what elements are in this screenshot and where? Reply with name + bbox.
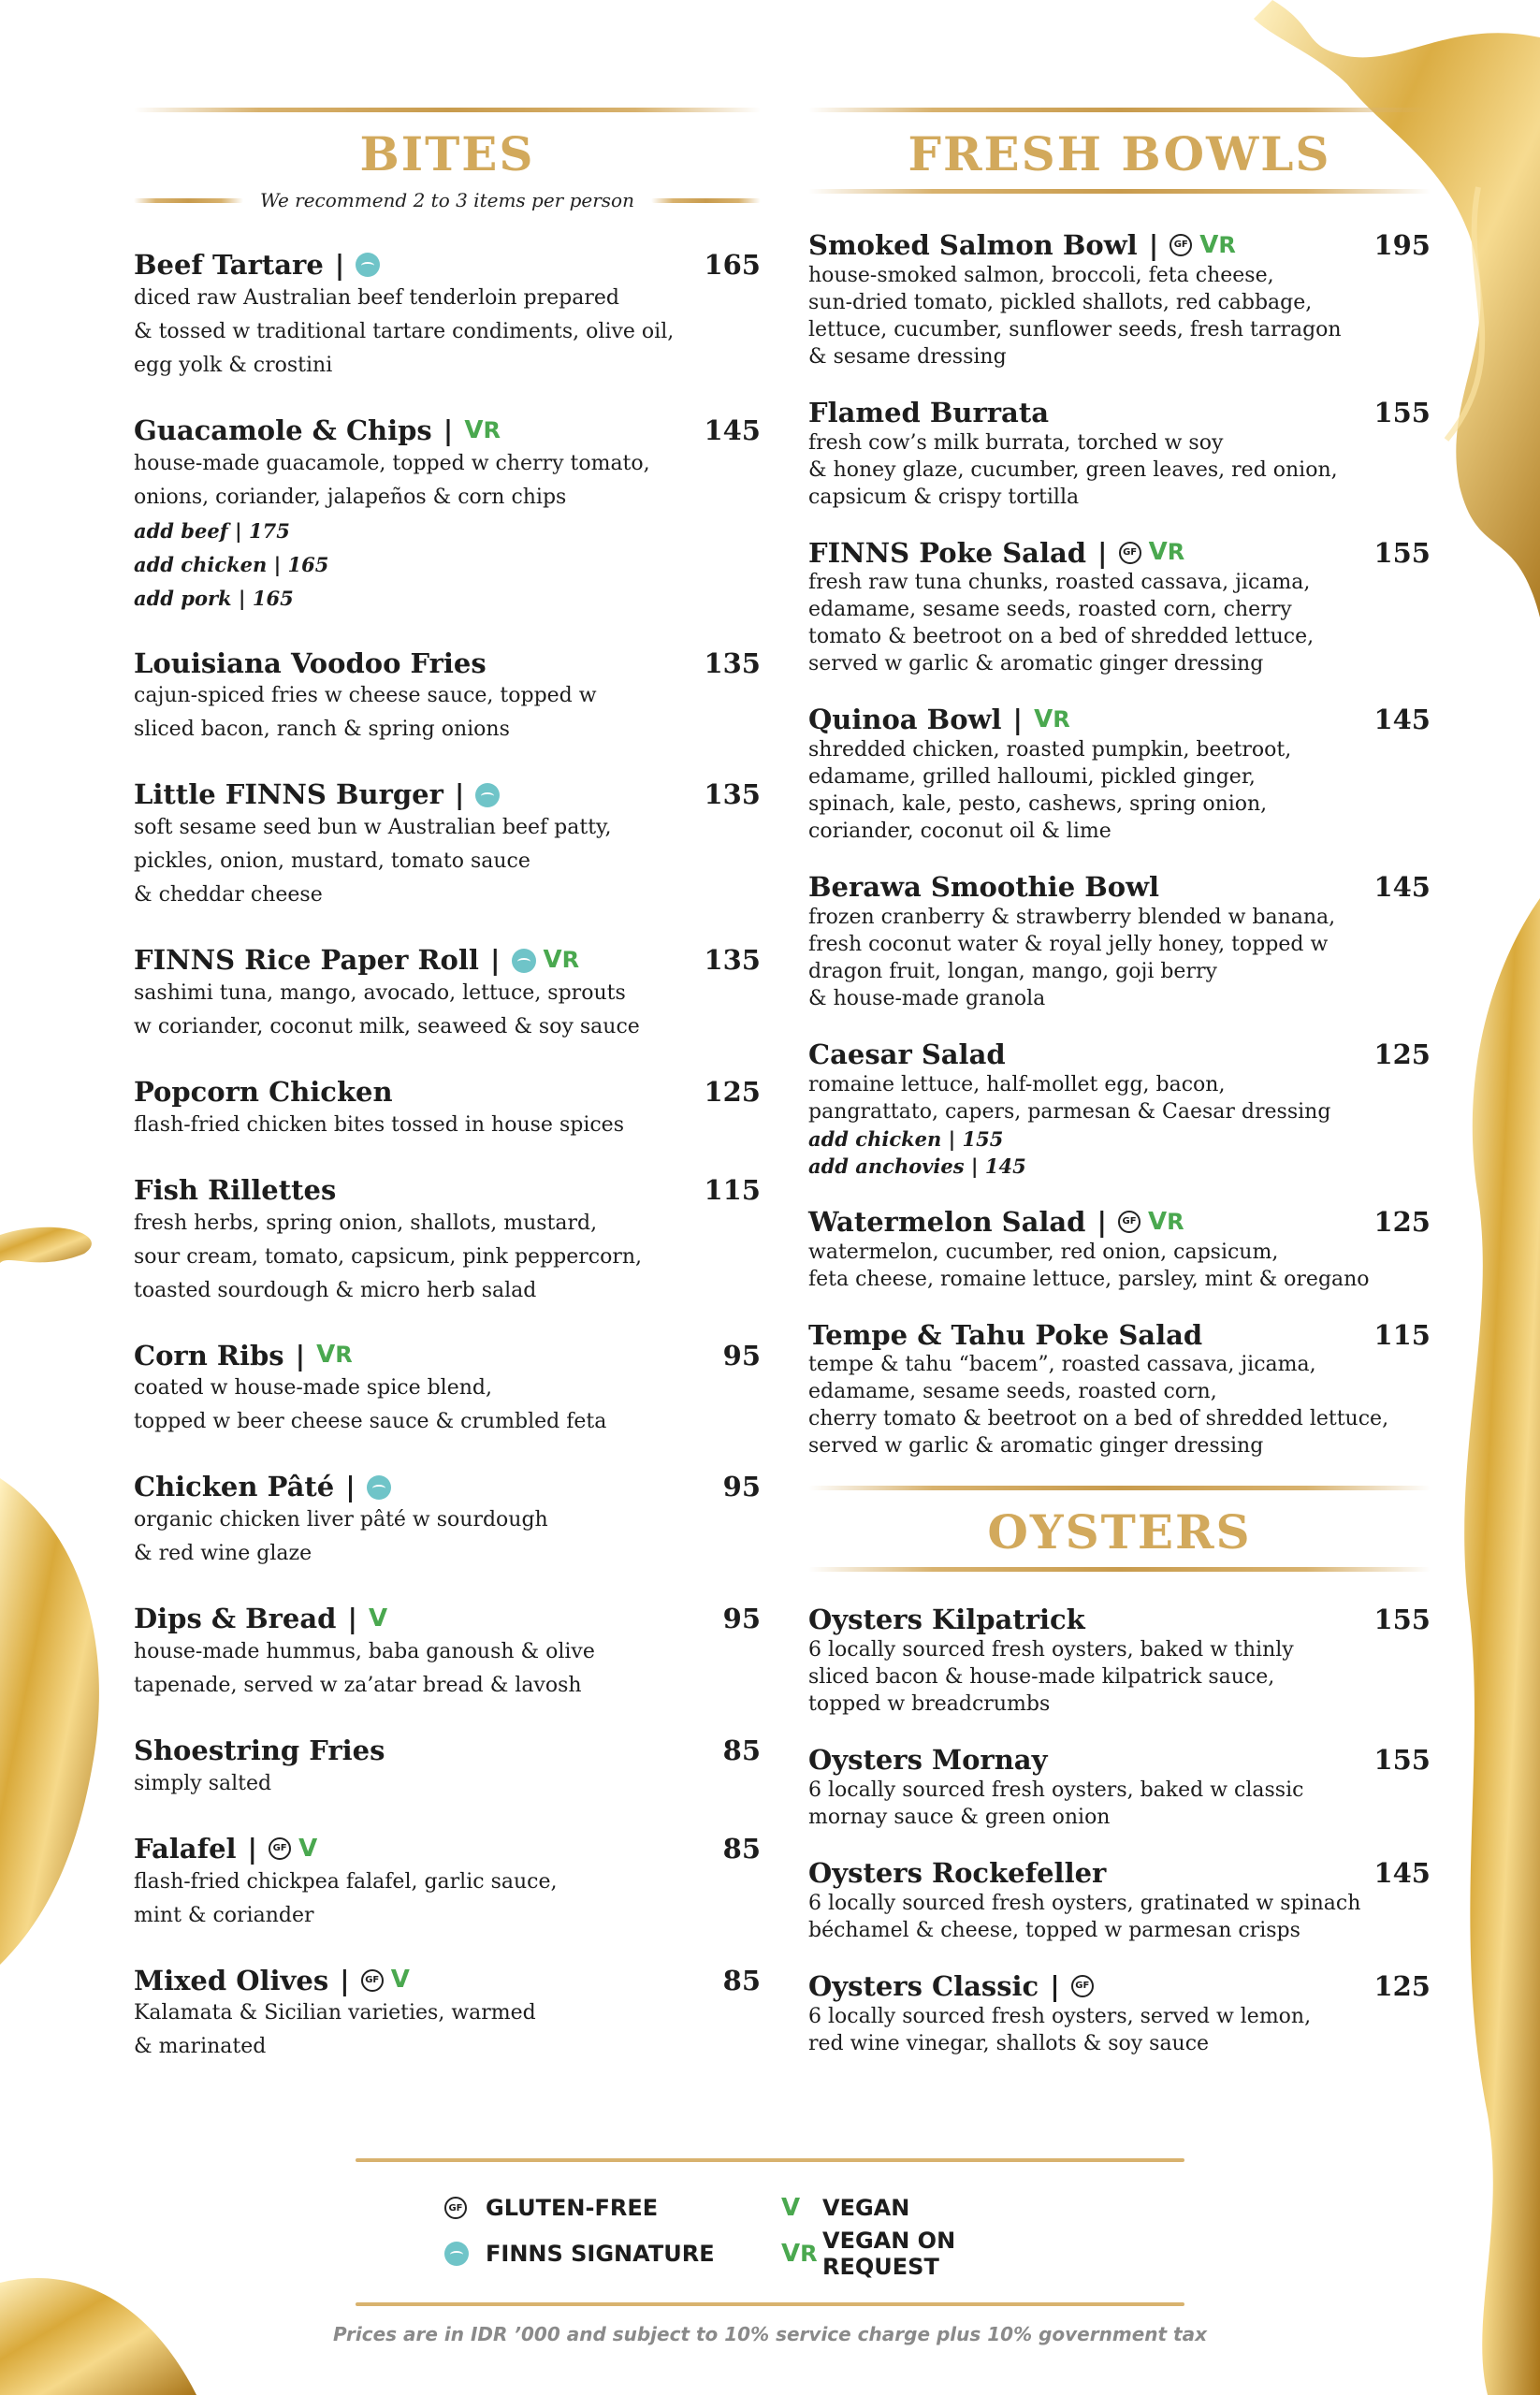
menu-item xyxy=(134,647,761,748)
menu-item-description: 6 locally sourced fresh oysters, baked w classic mornay sauce & green onion xyxy=(808,1778,1304,1829)
menu-item xyxy=(808,1604,1431,1718)
gold-brush-bottom-left xyxy=(0,2245,215,2395)
menu-item-name: Oysters Rockefeller xyxy=(808,1856,1107,1889)
menu-item xyxy=(808,397,1431,511)
menu-item-price: 95 xyxy=(722,1471,761,1503)
bites-list xyxy=(134,249,761,2064)
menu-item-price: 95 xyxy=(722,1603,761,1635)
vegan-icon: V xyxy=(390,1966,410,1995)
menu-item-price: 155 xyxy=(1373,396,1431,428)
menu-item-name: FINNS Rice Paper Roll | VR xyxy=(134,944,580,977)
menu-item-name: Caesar Salad xyxy=(808,1038,1006,1070)
menu-item-name: Corn Ribs | VR xyxy=(134,1339,353,1372)
divider xyxy=(808,189,1431,194)
vegan-on-request-icon: VR xyxy=(543,945,580,974)
menu-item-addon: add chicken | 165 xyxy=(134,552,329,576)
menu-item-name: Quinoa Bowl | VR xyxy=(808,704,1070,736)
menu-item-price: 145 xyxy=(1373,1856,1431,1889)
menu-item xyxy=(134,944,761,1044)
menu-item-price: 145 xyxy=(1373,871,1431,904)
menu-item-description: Kalamata & Sicilian varieties, warmed & marinated xyxy=(134,2001,536,2059)
menu-item xyxy=(808,1206,1431,1293)
menu-item xyxy=(808,1857,1431,1944)
section-title: OYSTERS xyxy=(987,1504,1252,1560)
menu-item-price: 135 xyxy=(704,944,761,977)
menu-item-price: 125 xyxy=(1373,1205,1431,1238)
vegan-icon: V xyxy=(298,1834,318,1863)
section-subtitle: We recommend 2 to 3 items per person xyxy=(260,189,634,211)
menu-item-description: soft sesame seed bun w Australian beef patty, pickles, onion, mustard, tomato sauce & cheddar cheese xyxy=(134,816,612,907)
gluten-free-icon: GF xyxy=(444,2197,467,2219)
finns-signature-icon xyxy=(367,1475,391,1500)
menu-item xyxy=(134,1833,761,1933)
menu-item-name: Guacamole & Chips | VR xyxy=(134,414,501,446)
oysters-list xyxy=(808,1604,1431,2056)
menu-item-price: 125 xyxy=(1373,1969,1431,2002)
divider xyxy=(808,1567,1431,1572)
menu-item-price: 155 xyxy=(1373,1604,1431,1636)
menu-item xyxy=(134,1603,761,1703)
menu-item-description: diced raw Australian beef tenderloin prepared & tossed w traditional tartare condiments, olive oil, egg yolk & crostini xyxy=(134,285,675,377)
vegan-icon: V xyxy=(369,1604,388,1633)
menu-item xyxy=(808,1970,1431,2057)
section-title: BITES xyxy=(359,126,535,181)
menu-item-description: flash-fried chicken bites tossed in house spices xyxy=(134,1112,624,1137)
gluten-free-icon: GF xyxy=(269,1837,291,1860)
divider xyxy=(356,2302,1184,2306)
menu-item-description: house-smoked salmon, broccoli, feta cheese, sun-dried tomato, pickled shallots, red cabbage, lettuce, cucumber, sunflower seeds, fresh tarragon & sesame dressing xyxy=(808,263,1342,369)
menu-item-description: 6 locally sourced fresh oysters, baked w thinly sliced bacon & house-made kilpatrick sauce, topped w breadcrumbs xyxy=(808,1638,1294,1717)
menu-item-price: 115 xyxy=(704,1173,761,1206)
bowls-section xyxy=(808,108,1431,2083)
menu-item-name: Flamed Burrata xyxy=(808,396,1050,428)
menu-item-name: Smoked Salmon Bowl | GF VR xyxy=(808,229,1236,261)
price-footnote: Prices are in IDR ’000 and subject to 10% service charge plus 10% government tax xyxy=(333,2323,1207,2345)
gluten-free-icon: GF xyxy=(1071,1975,1094,1997)
menu-item-description: 6 locally sourced fresh oysters, served w lemon, red wine vinegar, shallots & soy sauce xyxy=(808,2004,1312,2055)
menu-item xyxy=(134,1965,761,2065)
menu-item xyxy=(134,1076,761,1142)
gold-brush-left xyxy=(0,1198,122,1993)
menu-item-price: 85 xyxy=(722,1734,761,1766)
menu-item-description: coated w house-made spice blend, topped w beer cheese sauce & crumbled feta xyxy=(134,1376,607,1434)
finns-signature-icon xyxy=(444,2242,469,2266)
menu-item-price: 195 xyxy=(1373,229,1431,261)
menu-item-name: Chicken Pâté | xyxy=(134,1471,399,1503)
bites-header xyxy=(134,108,761,211)
vegan-on-request-icon: VR xyxy=(1199,230,1236,259)
menu-item-name: Oysters Kilpatrick xyxy=(808,1604,1085,1636)
menu-item-description: cajun-spiced fries w cheese sauce, topped w sliced bacon, ranch & spring onions xyxy=(134,684,597,742)
menu-item-price: 85 xyxy=(722,1832,761,1865)
menu-item-addon: add chicken | 155 xyxy=(808,1126,1004,1151)
menu-item-price: 145 xyxy=(704,414,761,446)
menu-item-price: 85 xyxy=(722,1964,761,1996)
vegan-on-request-icon: VR xyxy=(464,415,501,444)
menu-item-price: 125 xyxy=(1373,1038,1431,1070)
menu-item-description: fresh herbs, spring onion, shallots, mustard, sour cream, tomato, capsicum, pink peppercorn, toasted sourdough & micro herb salad xyxy=(134,1211,643,1302)
menu-item-price: 165 xyxy=(704,249,761,281)
menu-item-description: shredded chicken, roasted pumpkin, beetroot, edamame, grilled halloumi, pickled ginger, spinach, kale, pesto, cashews, spring onion, coriander, coconut oil & lime xyxy=(808,738,1292,844)
menu-item xyxy=(808,1038,1431,1180)
menu-item-description: sashimi tuna, mango, avocado, lettuce, sprouts w coriander, coconut milk, seaweed & soy sauce xyxy=(134,980,640,1038)
menu-item-name: Shoestring Fries xyxy=(134,1734,385,1766)
menu-item-name: Louisiana Voodoo Fries xyxy=(134,646,487,679)
gold-brush-right xyxy=(1431,898,1540,2395)
finns-signature-icon xyxy=(512,949,536,973)
menu-item xyxy=(134,249,761,383)
menu-item-name: Oysters Mornay xyxy=(808,1744,1048,1777)
menu-item xyxy=(808,704,1431,845)
legend-signature: FINNS SIGNATURE xyxy=(444,2228,781,2280)
vegan-on-request-icon: VR xyxy=(1034,705,1070,734)
divider xyxy=(651,198,761,203)
menu-item-addon: add anchovies | 145 xyxy=(808,1154,1026,1178)
menu-item-description: flash-fried chickpea falafel, garlic sauce, mint & coriander xyxy=(134,1869,558,1927)
menu-item-price: 135 xyxy=(704,646,761,679)
vegan-icon: V xyxy=(781,2194,801,2222)
divider xyxy=(134,198,243,203)
menu-item-name: Beef Tartare | xyxy=(134,249,387,282)
menu-item xyxy=(808,537,1431,678)
finns-signature-icon xyxy=(356,253,380,277)
divider xyxy=(808,108,1431,112)
gluten-free-icon: GF xyxy=(1119,542,1141,564)
vegan-on-request-icon: VR xyxy=(1148,1207,1184,1236)
menu-item-name: Watermelon Salad | GF VR xyxy=(808,1205,1184,1238)
legend-gluten-free: GF GLUTEN-FREE xyxy=(444,2194,781,2222)
menu-item-price: 115 xyxy=(1373,1318,1431,1351)
menu-item-description: watermelon, cucumber, red onion, capsicum, feta cheese, romaine lettuce, parsley, mint & oregano xyxy=(808,1240,1370,1291)
menu-item-price: 155 xyxy=(1373,536,1431,569)
menu-item xyxy=(134,1735,761,1801)
divider xyxy=(134,108,761,112)
menu-item-description: simply salted xyxy=(134,1771,272,1795)
vegan-on-request-icon: VR xyxy=(316,1341,353,1370)
bowls-list xyxy=(808,229,1431,1459)
menu-item xyxy=(808,871,1431,1012)
gluten-free-icon: GF xyxy=(361,1969,384,1992)
menu-item-name: Oysters Classic | GF xyxy=(808,1970,1101,2003)
vegan-on-request-icon: VR xyxy=(1148,538,1185,567)
menu-item-description: 6 locally sourced fresh oysters, gratinated w spinach béchamel & cheese, topped w parmesan crisps xyxy=(808,1891,1361,1942)
menu-item-description: organic chicken liver pâté w sourdough & red wine glaze xyxy=(134,1508,548,1566)
menu-item xyxy=(808,1744,1431,1831)
gluten-free-icon: GF xyxy=(1118,1211,1140,1233)
menu-item xyxy=(808,1319,1431,1460)
divider xyxy=(808,1486,1431,1490)
menu-item-description: frozen cranberry & strawberry blended w banana, fresh coconut water & royal jelly honey, topped w dragon fruit, longan, mango, goji berry & house-made granola xyxy=(808,905,1336,1010)
menu-item-name: Tempe & Tahu Poke Salad xyxy=(808,1318,1203,1351)
finns-signature-icon xyxy=(475,783,500,807)
menu-item-price: 155 xyxy=(1373,1744,1431,1777)
gluten-free-icon: GF xyxy=(1170,234,1192,256)
menu-item-description: house-made guacamole, topped w cherry tomato, onions, coriander, jalapeños & corn chips xyxy=(134,451,650,509)
menu-item-description: romaine lettuce, half-mollet egg, bacon, pangrattato, capers, parmesan & Caesar dressing xyxy=(808,1072,1331,1124)
oysters-header xyxy=(808,1486,1431,1572)
legend-vegan-on-request: VR VEGAN ON REQUEST xyxy=(781,2228,956,2280)
legend xyxy=(356,2158,1184,2306)
menu-item xyxy=(134,1174,761,1308)
menu-item-name: Falafel | GF V xyxy=(134,1832,318,1865)
menu-item-description: tempe & tahu “bacem”, roasted cassava, jicama, edamame, sesame seeds, roasted corn, cherry tomato & beetroot on a bed of shredded lettuce, served w garlic & aromatic ginger dressing xyxy=(808,1353,1389,1459)
menu-item-name: Berawa Smoothie Bowl xyxy=(808,871,1160,904)
menu-item xyxy=(808,229,1431,370)
menu-item-name: Fish Rillettes xyxy=(134,1173,337,1206)
menu-item-name: Little FINNS Burger | xyxy=(134,778,507,811)
menu-item-addon: add beef | 175 xyxy=(134,518,290,543)
menu-item xyxy=(134,1471,761,1571)
menu-item xyxy=(134,1340,761,1440)
menu-item-addon: add pork | 165 xyxy=(134,586,294,610)
bowls-header xyxy=(808,108,1431,194)
menu-item-name: Dips & Bread | V xyxy=(134,1603,388,1635)
menu-item-description: fresh raw tuna chunks, roasted cassava, jicama, edamame, sesame seeds, roasted corn, cherry tomato & beetroot on a bed of shredded lettuce, served w garlic & aromatic ginger dressing xyxy=(808,571,1315,676)
menu-item-name: Mixed Olives | GF V xyxy=(134,1964,410,1996)
menu-item-price: 95 xyxy=(722,1339,761,1372)
menu-item-price: 145 xyxy=(1373,704,1431,736)
bites-section xyxy=(134,108,761,2096)
vegan-on-request-icon: VR xyxy=(781,2240,818,2268)
menu-item-name: FINNS Poke Salad | GF VR xyxy=(808,536,1185,569)
menu-item-name: Popcorn Chicken xyxy=(134,1075,393,1108)
legend-vegan: V VEGAN xyxy=(781,2194,910,2222)
section-title: FRESH BOWLS xyxy=(908,126,1331,181)
menu-item-description: house-made hummus, baba ganoush & olive tapenade, served w za’atar bread & lavosh xyxy=(134,1639,595,1697)
menu-item-price: 135 xyxy=(704,778,761,811)
menu-item-description: fresh cow’s milk burrata, torched w soy & honey glaze, cucumber, green leaves, red onion, capsicum & crispy tortilla xyxy=(808,430,1338,509)
menu-item-price: 125 xyxy=(704,1075,761,1108)
menu-item xyxy=(134,778,761,912)
menu-item xyxy=(134,414,761,616)
